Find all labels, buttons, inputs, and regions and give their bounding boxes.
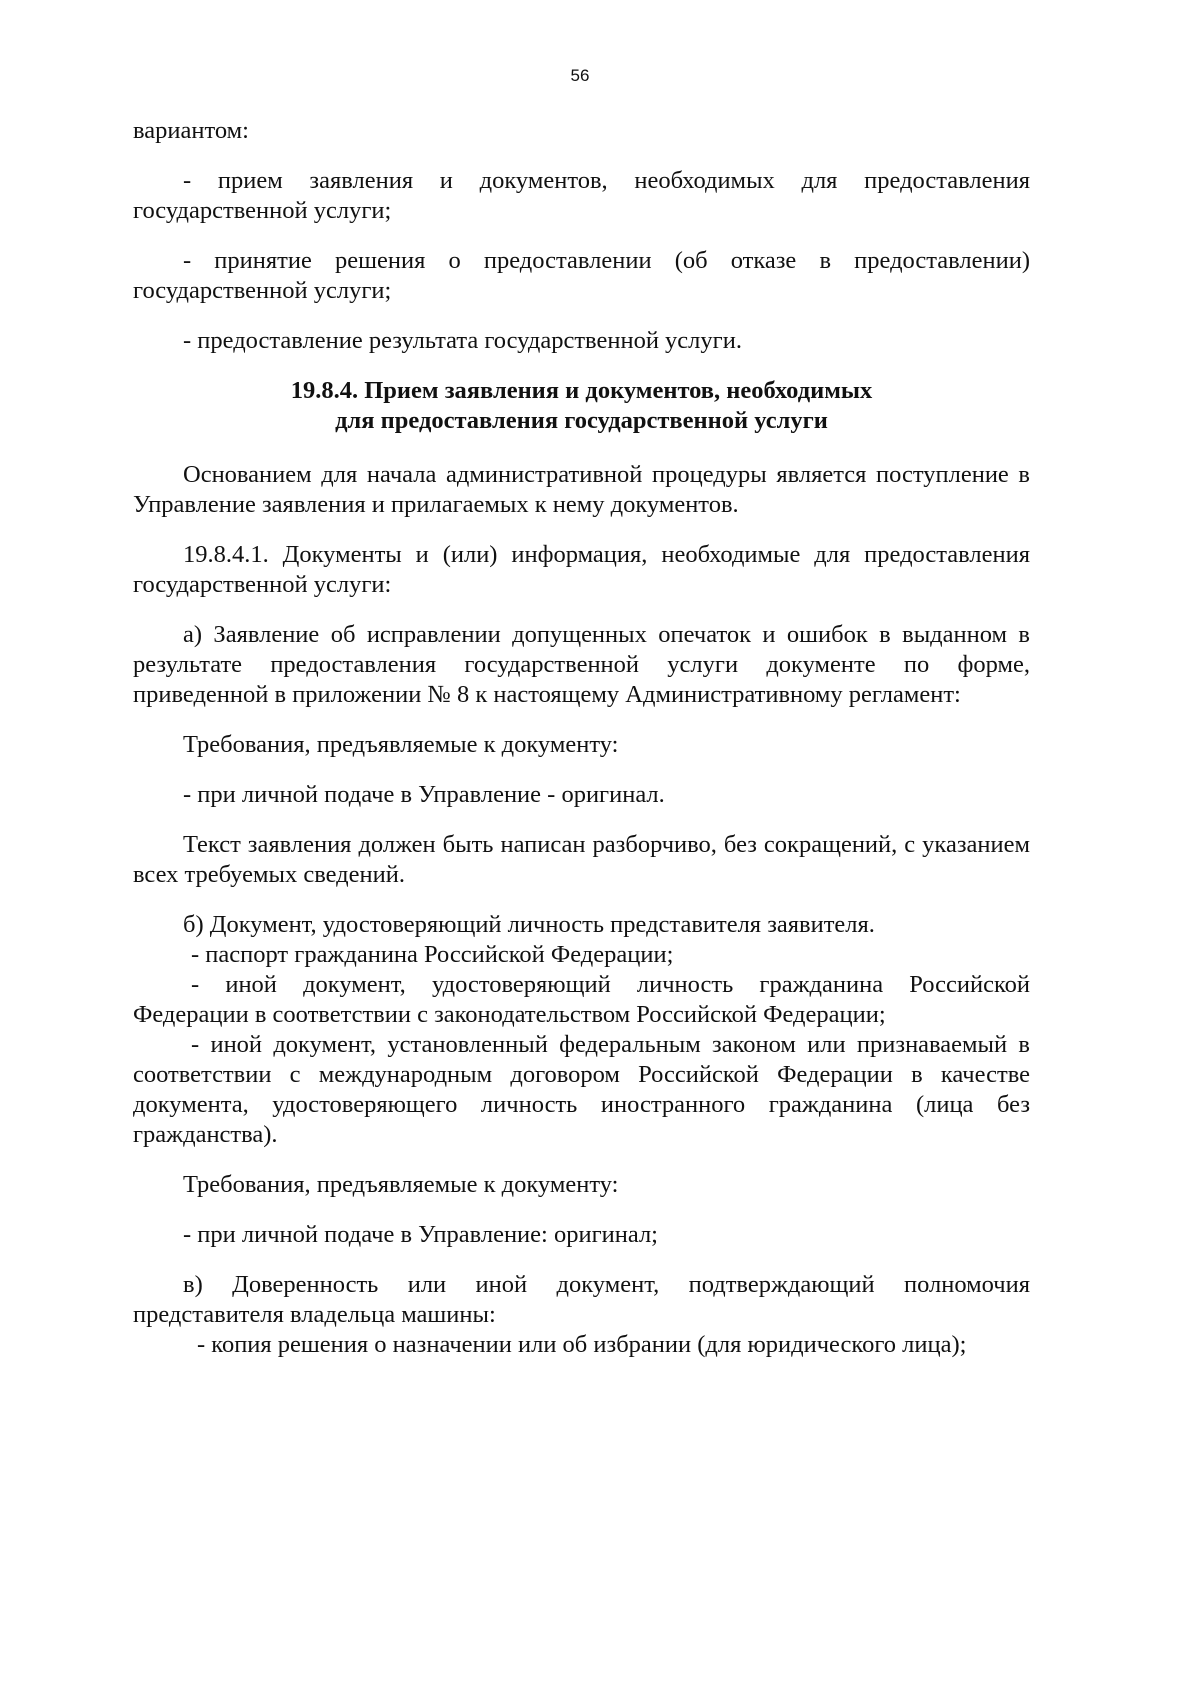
list-item-appointment-copy: - копия решения о назначении или об избрании (для юридического лица); bbox=[197, 1331, 967, 1358]
list-item-passport: - паспорт гражданина Российской Федерации; bbox=[191, 941, 674, 968]
section-heading-line1: 19.8.4. Прием заявления и документов, необходимых bbox=[290, 377, 873, 404]
list-item-other-id: - иной документ, удостоверяющий личность гражданина Российской Федерации в соответствии с законодательством Российской Федерации; bbox=[133, 971, 1030, 1028]
paragraph-requirements-1: Требования, предъявляемые к документу: bbox=[183, 731, 619, 758]
paragraph-requirements-2: Требования, предъявляемые к документу: bbox=[183, 1171, 619, 1198]
paragraph-item-v: в) Доверенность или иной документ, подтверждающий полномочия представителя владельца машины: bbox=[133, 1271, 1030, 1328]
list-item-result: - предоставление результата государственной услуги. bbox=[183, 327, 742, 354]
section-heading bbox=[133, 376, 1030, 436]
paragraph-personal-submission-2: - при личной подаче в Управление: оригинал; bbox=[183, 1221, 658, 1248]
list-item-decision: - принятие решения о предоставлении (об отказе в предоставлении) государственной услуги; bbox=[133, 247, 1030, 304]
paragraph-text-requirements: Текст заявления должен быть написан разборчиво, без сокращений, с указанием всех требуемых сведений. bbox=[133, 831, 1030, 888]
paragraph-item-b: б) Документ, удостоверяющий личность представителя заявителя. bbox=[183, 911, 875, 938]
page-number: 56 bbox=[570, 66, 590, 85]
paragraph-personal-submission-1: - при личной подаче в Управление - оригинал. bbox=[183, 781, 665, 808]
list-item-receipt: - прием заявления и документов, необходимых для предоставления государственной услуги; bbox=[133, 167, 1030, 224]
paragraph-docs-intro: 19.8.4.1. Документы и (или) информация, необходимые для предоставления государственной услуги: bbox=[133, 541, 1030, 598]
paragraph-continuation: вариантом: bbox=[133, 117, 249, 144]
page-content bbox=[133, 116, 1030, 1360]
list-item-foreign-id: - иной документ, установленный федеральным законом или признаваемый в соответствии с международным договором Российской Федерации в качестве документа, удостоверяющего личность иностранного гражданина (лица без гражданства). bbox=[133, 1031, 1030, 1148]
section-heading-line2: для предоставления государственной услуги bbox=[335, 407, 828, 434]
paragraph-item-a: а) Заявление об исправлении допущенных опечаток и ошибок в выданном в результате предоставления государственной услуги документе по форме, приведенной в приложении № 8 к настоящему Административному регламент: bbox=[133, 621, 1030, 708]
paragraph-basis: Основанием для начала административной процедуры является поступление в Управление заявления и прилагаемых к нему документов. bbox=[133, 461, 1030, 518]
